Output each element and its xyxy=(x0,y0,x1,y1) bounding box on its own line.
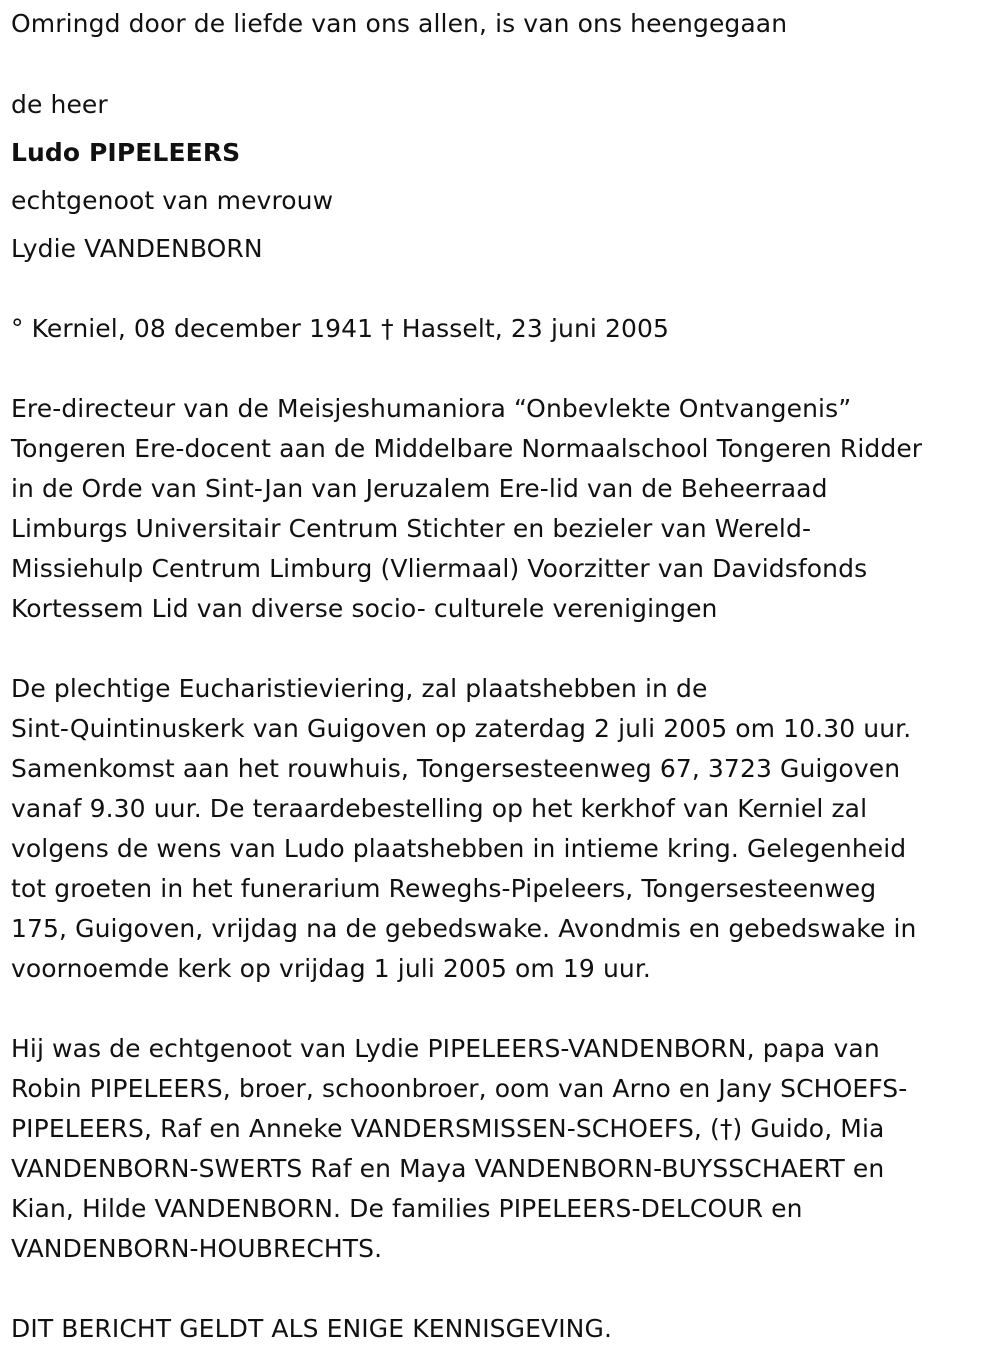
family-line: Hij was de echtgenoot van Lydie PIPELEERS-VANDENBORN, papa van xyxy=(11,1034,880,1063)
ceremony-line: Sint-Quintinuskerk van Guigoven op zaterdag 2 juli 2005 om 10.30 uur. xyxy=(11,714,912,743)
career-line: Ere-directeur van de Meisjeshumaniora “Onbevlekte Ontvangenis” xyxy=(11,394,852,423)
career-paragraph xyxy=(11,389,996,629)
family-line: Robin PIPELEERS, broer, schoonbroer, oom van Arno en Jany SCHOEFS- xyxy=(11,1074,908,1103)
family-line: VANDENBORN-HOUBRECHTS. xyxy=(11,1234,383,1263)
salutation: de heer xyxy=(11,90,108,119)
ceremony-paragraph xyxy=(11,669,996,989)
ceremony-line: 175, Guigoven, vrijdag na de gebedswake. Avondmis en gebedswake in xyxy=(11,914,917,943)
ceremony-line: volgens de wens van Ludo plaatshebben in intieme kring. Gelegenheid xyxy=(11,834,907,863)
family-line: Kian, Hilde VANDENBORN. De families PIPELEERS-DELCOUR en xyxy=(11,1194,803,1223)
ceremony-line: tot groeten in het funerarium Reweghs-Pipeleers, Tongersesteenweg xyxy=(11,874,877,903)
ceremony-line: vanaf 9.30 uur. De teraardebestelling op het kerkhof van Kerniel zal xyxy=(11,794,868,823)
closing-notice: DIT BERICHT GELDT ALS ENIGE KENNISGEVING. xyxy=(11,1314,612,1343)
ceremony-line: Samenkomst aan het rouwhuis, Tongersesteenweg 67, 3723 Guigoven xyxy=(11,754,901,783)
career-line: Limburgs Universitair Centrum Stichter en bezieler van Wereld- xyxy=(11,514,812,543)
family-line: PIPELEERS, Raf en Anneke VANDERSMISSEN-SCHOEFS, (†) Guido, Mia xyxy=(11,1114,885,1143)
ceremony-line: De plechtige Eucharistieviering, zal plaatshebben in de xyxy=(11,674,708,703)
intro-text: Omringd door de liefde van ons allen, is van ons heengegaan xyxy=(11,9,788,38)
career-line: Missiehulp Centrum Limburg (Vliermaal) Voorzitter van Davidsfonds xyxy=(11,554,868,583)
family-line: VANDENBORN-SWERTS Raf en Maya VANDENBORN-BUYSSCHAERT en xyxy=(11,1154,885,1183)
deceased-name: Ludo PIPELEERS xyxy=(11,138,241,167)
career-line: Kortessem Lid van diverse socio- culturele verenigingen xyxy=(11,594,718,623)
spouse-label: echtgenoot van mevrouw xyxy=(11,186,334,215)
birth-death-dates: ° Kerniel, 08 december 1941 † Hasselt, 23 juni 2005 xyxy=(11,314,670,343)
family-paragraph xyxy=(11,1029,996,1269)
career-line: in de Orde van Sint-Jan van Jeruzalem Ere-lid van de Beheerraad xyxy=(11,474,828,503)
spouse-name: Lydie VANDENBORN xyxy=(11,234,263,263)
career-line: Tongeren Ere-docent aan de Middelbare Normaalschool Tongeren Ridder xyxy=(11,434,923,463)
ceremony-line: voornoemde kerk op vrijdag 1 juli 2005 om 19 uur. xyxy=(11,954,651,983)
